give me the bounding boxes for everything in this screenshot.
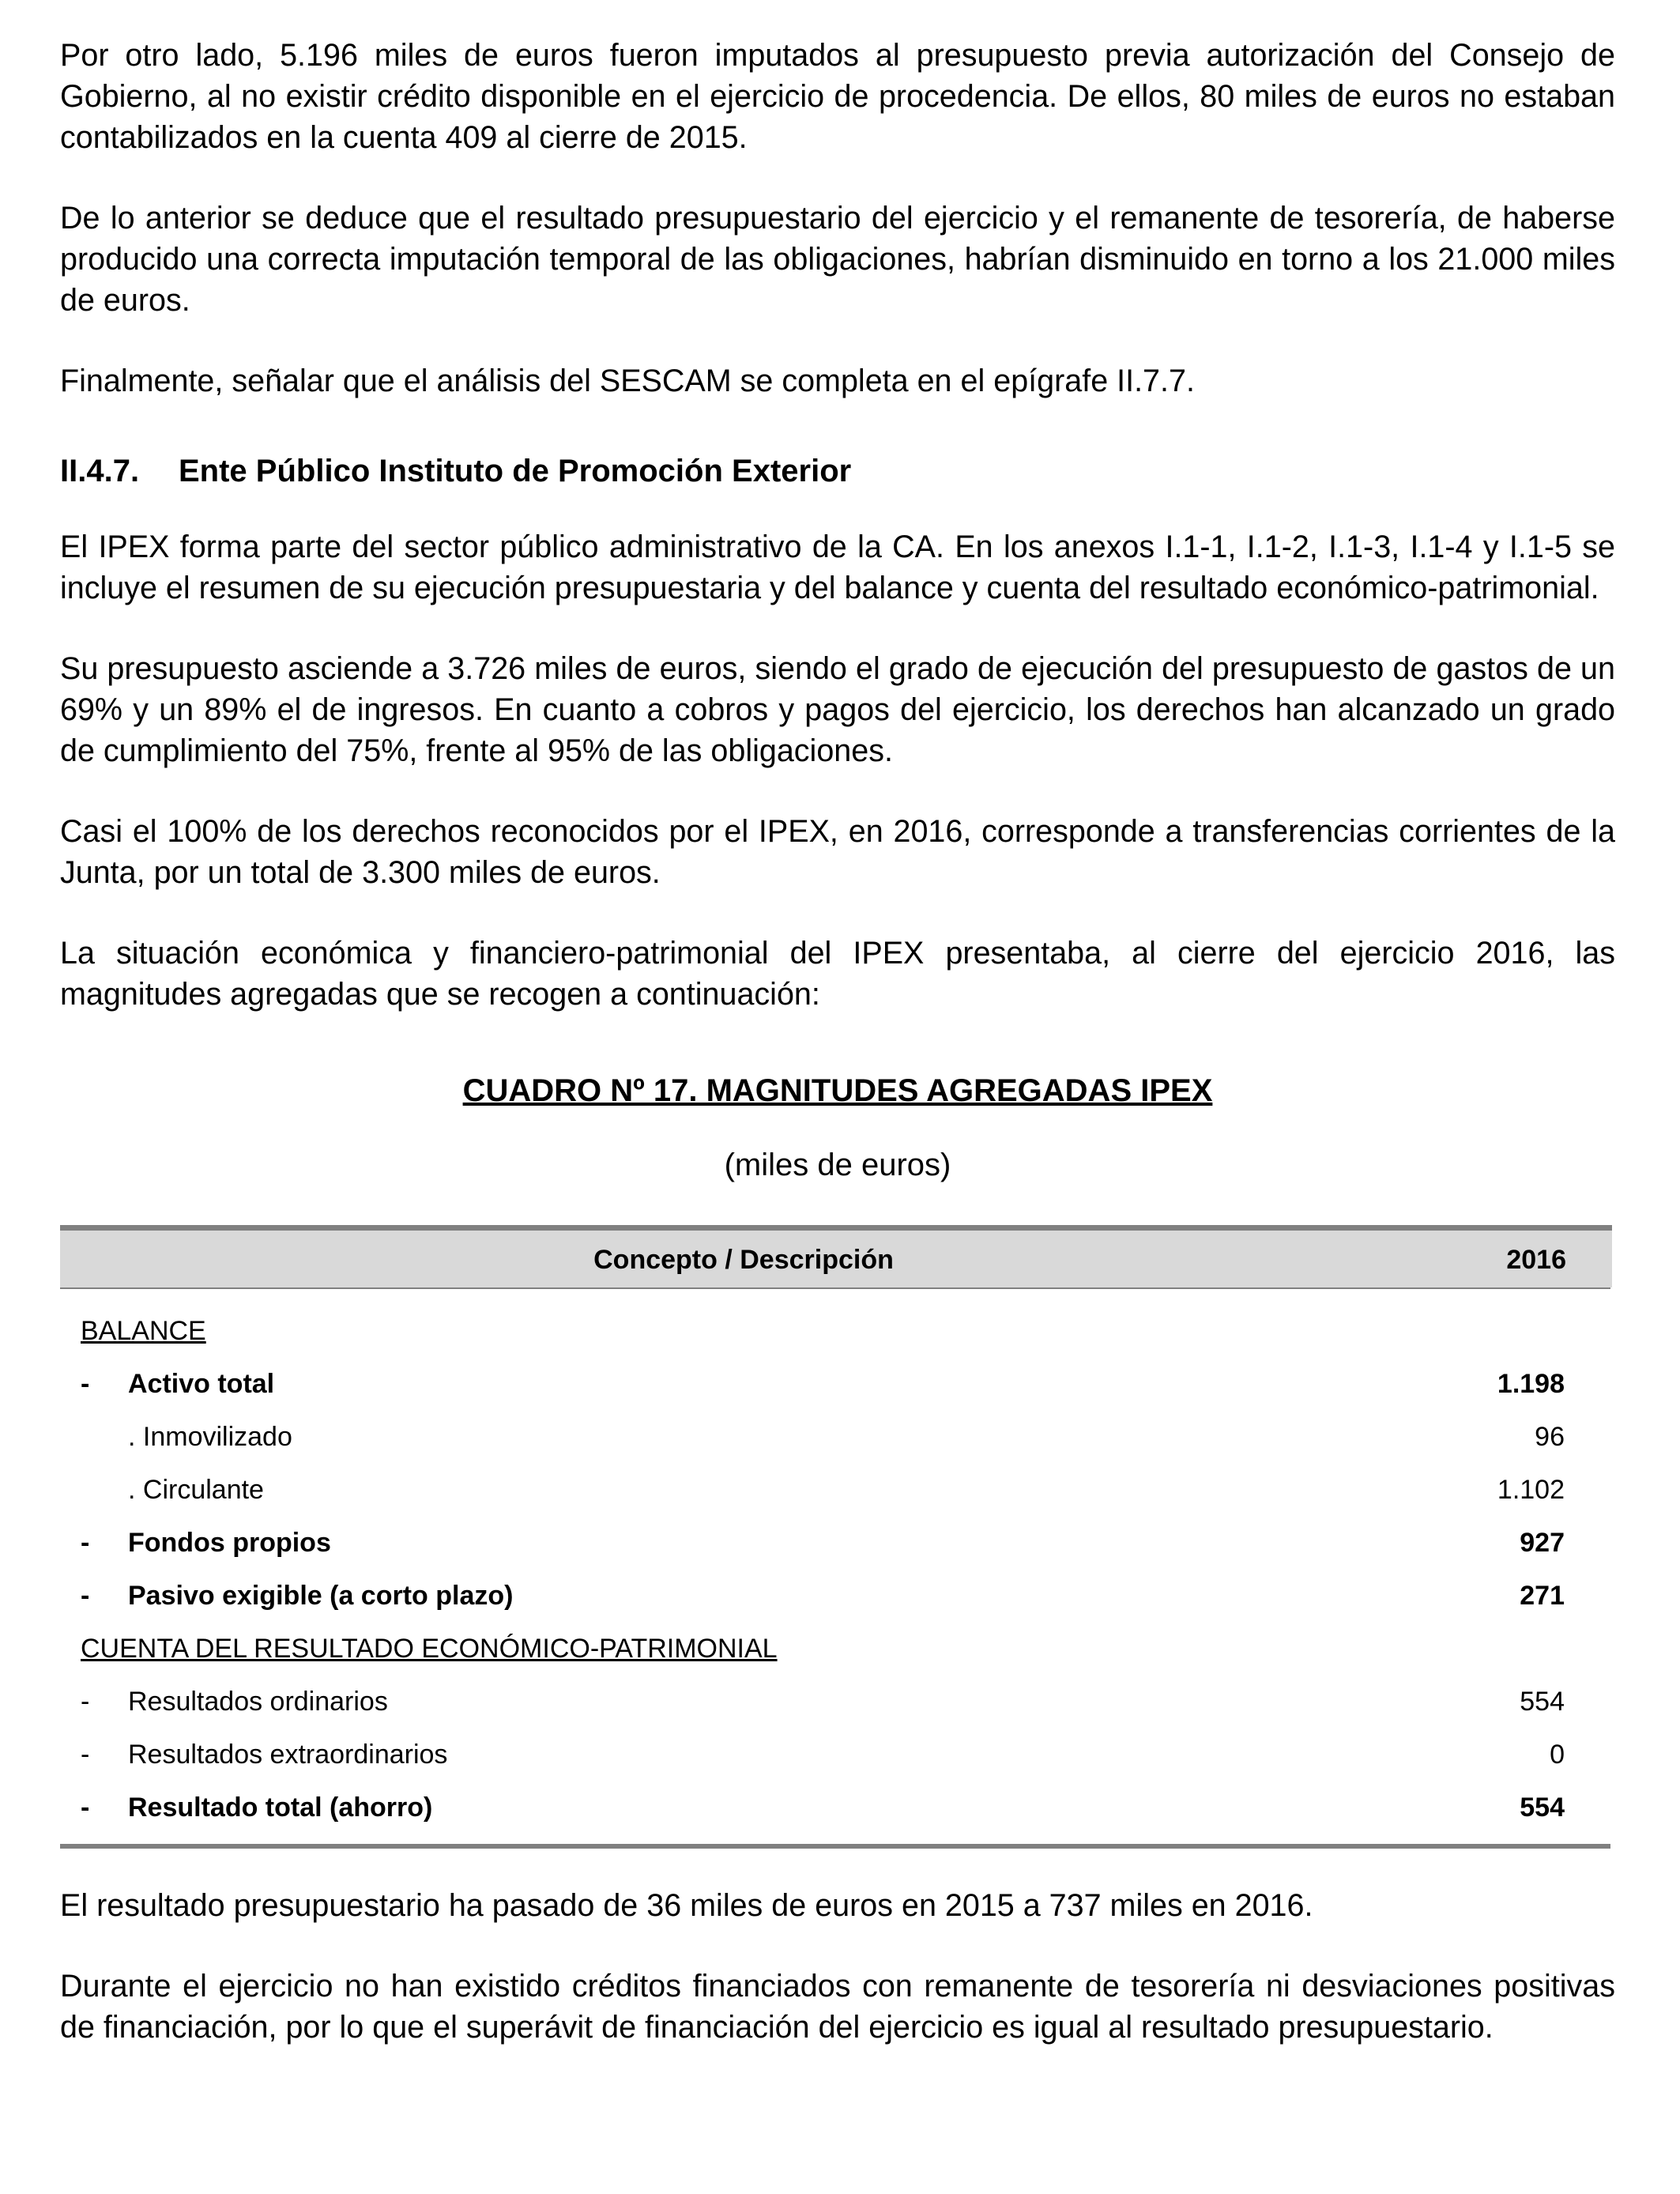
row-label: Fondos propios — [128, 1528, 331, 1558]
row-label: Resultado total (ahorro) — [128, 1793, 433, 1823]
row-dash: - — [81, 1528, 90, 1558]
document-page — [60, 35, 1615, 2087]
section-label: CUENTA DEL RESULTADO ECONÓMICO-PATRIMONIAL — [81, 1634, 778, 1664]
header-concept: Concepto / Descripción — [593, 1245, 894, 1275]
row-label: Resultados extraordinarios — [128, 1740, 448, 1770]
row-value: 1.198 — [1497, 1369, 1565, 1399]
section-label: BALANCE — [81, 1316, 206, 1346]
paragraph-imputacion: Por otro lado, 5.196 miles de euros fueron imputados al presupuesto previa autorización del Consejo de Gobierno, al no existir crédito disponible en el ejercicio de procedencia. De ellos, 80 miles de euros no estaban contabilizados en la cuenta 409 al cierre de 2015. — [60, 38, 1615, 155]
paragraph-presupuesto: Su presupuesto asciende a 3.726 miles de euros, siendo el grado de ejecución del presupuesto de gastos de un 69% y un 89% el de ingresos. En cuanto a cobros y pagos del ejercicio, los derechos han alcanzado un grado de cumplimiento del 75%, frente al 95% de las obligaciones. — [60, 651, 1615, 768]
table-row — [60, 1517, 1610, 1570]
row-value: 554 — [1520, 1687, 1565, 1717]
table-body — [60, 1289, 1610, 1844]
row-value: 0 — [1550, 1740, 1565, 1770]
paragraph-superavit: Durante el ejercicio no han existido créditos financiados con remanente de tesorería ni desviaciones positivas de financiación, por lo que el superávit de financiación del ejercicio es igual al resultado presupuestario. — [60, 1969, 1615, 2045]
table-bottom-rule — [60, 1844, 1610, 1849]
header-year: 2016 — [1506, 1245, 1566, 1275]
row-label: Activo total — [128, 1369, 275, 1399]
magnitudes-table — [60, 1225, 1610, 1849]
row-value: 96 — [1535, 1422, 1565, 1452]
row-dash: - — [81, 1740, 90, 1770]
row-value: 554 — [1520, 1793, 1565, 1823]
row-dash: - — [81, 1687, 90, 1717]
row-value: 271 — [1520, 1581, 1565, 1611]
table-row — [60, 1358, 1610, 1411]
section-number: II.4.7. — [60, 454, 140, 488]
row-label: Pasivo exigible (a corto plazo) — [128, 1581, 514, 1611]
row-dash: - — [81, 1793, 90, 1823]
row-value: 927 — [1520, 1528, 1565, 1558]
paragraph-ipex-sector: El IPEX forma parte del sector público administrativo de la CA. En los anexos I.1-1, I.1-2, I.1-3, I.1-4 y I.1-5 se incluye el resumen de su ejecución presupuestaria y del balance y cuenta del resultado económico-patrimonial. — [60, 530, 1615, 605]
table-title: CUADRO Nº 17. MAGNITUDES AGREGADAS IPEX — [462, 1073, 1213, 1108]
table-section-row — [60, 1305, 1610, 1358]
row-dash: - — [81, 1369, 90, 1399]
paragraph-situacion: La situación económica y financiero-patrimonial del IPEX presentaba, al cierre del ejercicio 2016, las magnitudes agregadas que se recogen a continuación: — [60, 936, 1615, 1012]
table-row — [60, 1728, 1610, 1781]
paragraph-sescam: Finalmente, señalar que el análisis del SESCAM se completa en el epígrafe II.7.7. — [60, 364, 1195, 398]
section-title: Ente Público Instituto de Promoción Exterior — [179, 454, 852, 488]
table-row — [60, 1464, 1610, 1517]
row-dash: - — [81, 1581, 90, 1611]
paragraph-resultado-remanente: De lo anterior se deduce que el resultado presupuestario del ejercicio y el remanente de tesorería, de haberse producido una correcta imputación temporal de las obligaciones, habrían disminuido en torno a los 21.000 miles de euros. — [60, 201, 1615, 318]
row-value: 1.102 — [1497, 1475, 1565, 1505]
table-row — [60, 1411, 1610, 1464]
row-label: . Circulante — [128, 1475, 264, 1505]
table-row — [60, 1781, 1610, 1834]
row-label: Resultados ordinarios — [128, 1687, 388, 1717]
paragraph-derechos: Casi el 100% de los derechos reconocidos por el IPEX, en 2016, corresponde a transferencias corrientes de la Junta, por un total de 3.300 miles de euros. — [60, 814, 1615, 890]
table-section-row — [60, 1623, 1610, 1676]
paragraph-resultado-presupuestario: El resultado presupuestario ha pasado de 36 miles de euros en 2015 a 737 miles en 2016. — [60, 1888, 1313, 1923]
row-label: . Inmovilizado — [128, 1422, 292, 1452]
table-row — [60, 1570, 1610, 1623]
table-row — [60, 1676, 1610, 1728]
section-heading — [60, 450, 1615, 492]
table-header — [60, 1225, 1612, 1287]
table-subtitle: (miles de euros) — [724, 1148, 951, 1182]
